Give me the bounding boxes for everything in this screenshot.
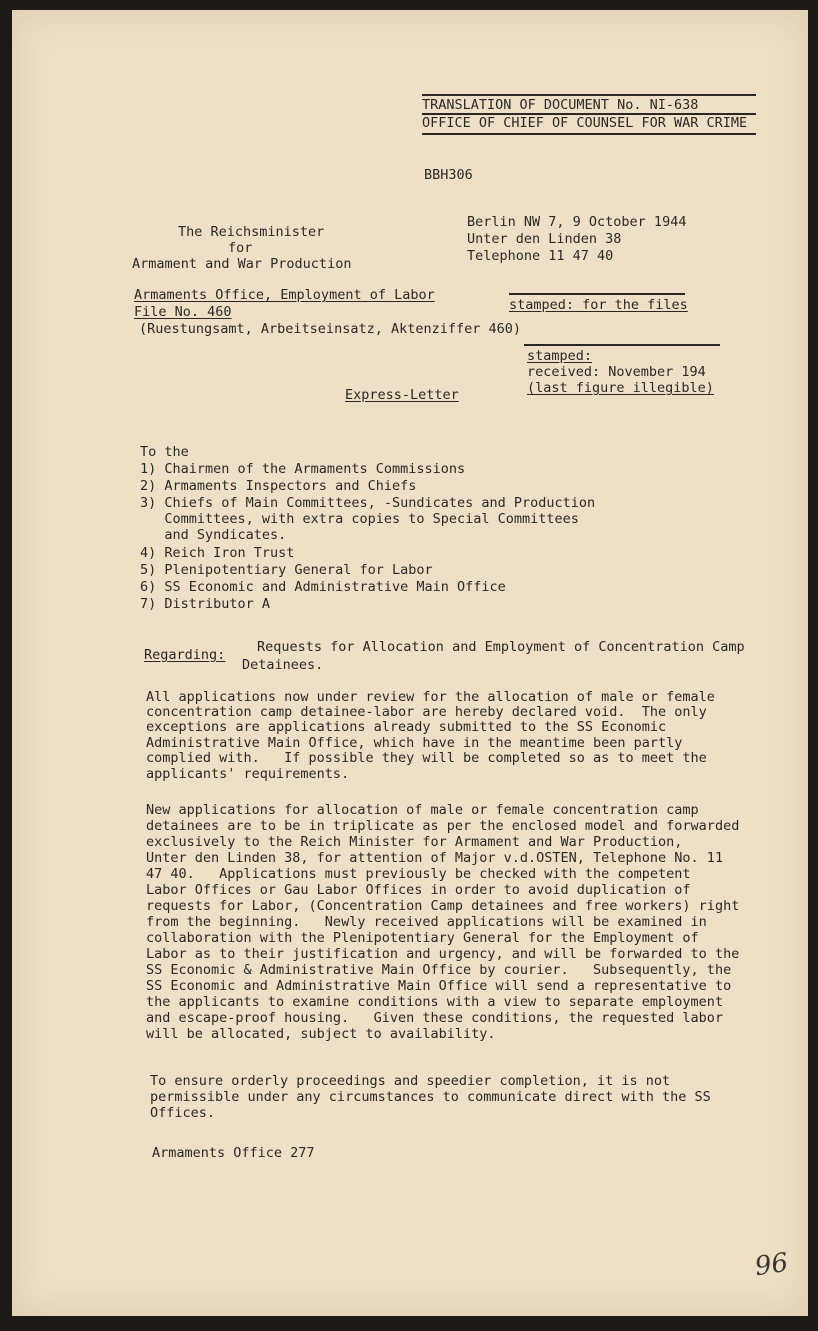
stamp-received-label: stamped: — [527, 348, 593, 364]
body-line: All applications now under review for the allocation of male or female — [146, 689, 715, 705]
stamp-received-line: received: November 194 — [527, 364, 706, 380]
regarding-line-2: Detainees. — [242, 657, 324, 673]
body-line: applicants' requirements. — [146, 766, 350, 782]
body-line: will be allocated, subject to availability. — [146, 1026, 496, 1042]
stamp-received-rule — [524, 344, 720, 346]
body-line: 47 40. Applications must previously be checked with the competent — [146, 866, 691, 882]
translation-line: TRANSLATION OF DOCUMENT No. NI-638 — [422, 97, 699, 113]
sender-line-1: The Reichsminister — [178, 224, 325, 240]
sender-line-2: for — [228, 240, 253, 256]
body-line: permissible under any circumstances to communicate direct with the SS — [150, 1089, 711, 1105]
body-line: collaboration with the Plenipotentiary General for the Employment of — [146, 930, 699, 946]
sender-line-3: Armament and War Production — [132, 256, 352, 272]
office-line-1: Armaments Office, Employment of Labor — [134, 287, 435, 303]
address-line-1: Berlin NW 7, 9 October 1944 — [467, 214, 687, 230]
regarding-line-1: Requests for Allocation and Employment of Concentration Camp — [257, 639, 745, 655]
body-line: exceptions are applications already submitted to the SS Economic — [146, 719, 667, 735]
letter-type: Express-Letter — [345, 387, 459, 403]
recipient-line: 5) Plenipotentiary General for Labor — [140, 562, 433, 578]
body-line: and escape-proof housing. Given these conditions, the requested labor — [146, 1010, 724, 1026]
recipient-line: 7) Distributor A — [140, 596, 271, 612]
address-line-2: Unter den Linden 38 — [467, 231, 622, 247]
recipient-line: 6) SS Economic and Administrative Main Office — [140, 579, 506, 595]
office-of-counsel-line: OFFICE OF CHIEF OF COUNSEL FOR WAR CRIME — [422, 115, 748, 131]
header-top-rule — [422, 94, 756, 96]
recipient-line: 2) Armaments Inspectors and Chiefs — [140, 478, 417, 494]
body-line: Unter den Linden 38, for attention of Major v.d.OSTEN, Telephone No. 11 — [146, 850, 724, 866]
body-line: Labor as to their justification and urgency, and will be forwarded to the — [146, 946, 740, 962]
body-line: Labor Offices or Gau Labor Offices in order to avoid duplication of — [146, 882, 691, 898]
recipient-line: and Syndicates. — [140, 527, 287, 543]
body-line: SS Economic & Administrative Main Office by courier. Subsequently, the — [146, 962, 732, 978]
stamp-received-note: (last figure illegible) — [527, 380, 714, 396]
body-line: New applications for allocation of male or female concentration camp — [146, 802, 699, 818]
header-bottom-rule — [422, 133, 756, 135]
recipient-line: 3) Chiefs of Main Committees, -Sundicates and Production — [140, 495, 596, 511]
recipients-intro: To the — [140, 444, 189, 460]
document-page — [12, 10, 808, 1316]
regarding-label: Regarding: — [144, 647, 226, 663]
office-german: (Ruestungsamt, Arbeitseinsatz, Aktenziffer 460) — [139, 321, 522, 337]
body-line: requests for Labor, (Concentration Camp detainees and free workers) right — [146, 898, 740, 914]
body-line: To ensure orderly proceedings and speedier completion, it is not — [150, 1073, 671, 1089]
body-line: complied with. If possible they will be completed so as to meet the — [146, 750, 707, 766]
recipient-line: Committees, with extra copies to Special Committees — [140, 511, 579, 527]
document-code: BBH306 — [424, 167, 473, 183]
body-line: from the beginning. Newly received applications will be examined in — [146, 914, 707, 930]
closing-reference: Armaments Office 277 — [152, 1145, 315, 1161]
stamp-files: stamped: for the files — [509, 297, 688, 313]
body-line: exclusively to the Reich Minister for Armament and War Production, — [146, 834, 683, 850]
body-line: the applicants to examine conditions with a view to separate employment — [146, 994, 724, 1010]
address-line-3: Telephone 11 47 40 — [467, 248, 614, 264]
stamp-files-rule — [509, 293, 685, 295]
recipient-line: 1) Chairmen of the Armaments Commissions — [140, 461, 466, 477]
body-line: Offices. — [150, 1105, 216, 1121]
page-number: 96 — [753, 1247, 791, 1283]
body-line: Administrative Main Office, which have in the meantime been partly — [146, 735, 683, 751]
body-line: detainees are to be in triplicate as per the enclosed model and forwarded — [146, 818, 740, 834]
recipient-line: 4) Reich Iron Trust — [140, 545, 295, 561]
body-line: SS Economic and Administrative Main Office will send a representative to — [146, 978, 732, 994]
body-line: concentration camp detainee-labor are hereby declared void. The only — [146, 704, 707, 720]
file-number: File No. 460 — [134, 304, 232, 320]
